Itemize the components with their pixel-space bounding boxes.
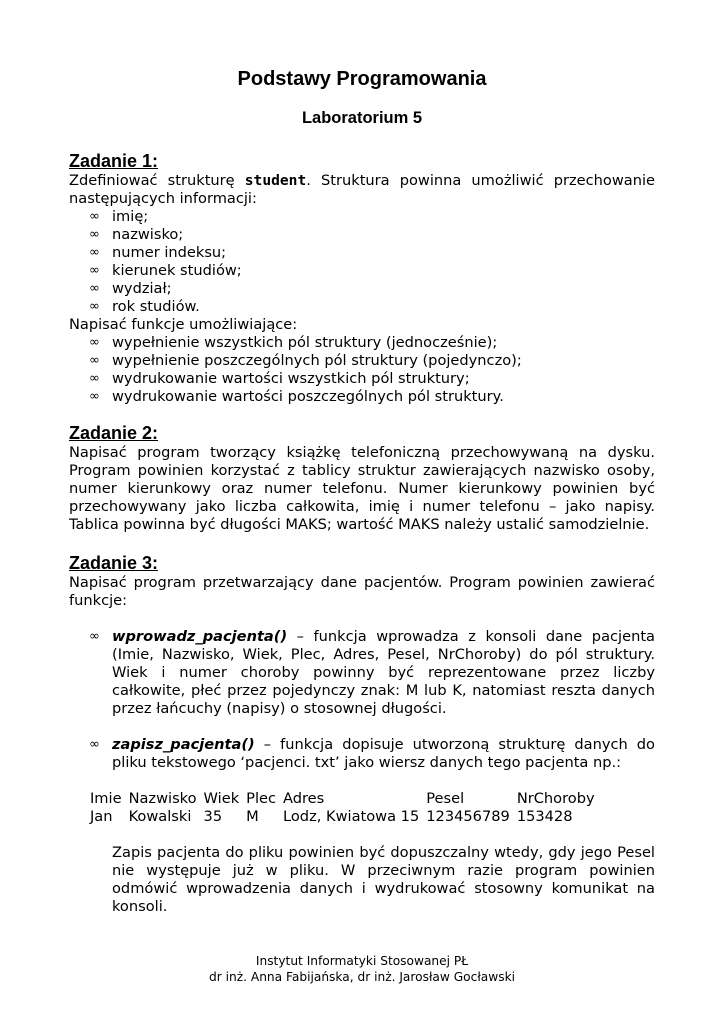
table-header-cell: Pesel: [426, 790, 465, 807]
page-subtitle: Laboratorium 5: [301, 109, 423, 127]
table-header-cell: Adres: [283, 790, 325, 807]
table-row: [90, 808, 602, 826]
task1-functions-lead: Napisać funkcje umożliwiające:: [69, 316, 298, 333]
table-cell: M: [246, 808, 259, 825]
task2-section: [69, 422, 655, 534]
table-cell: Lodz, Kwiatowa 15: [283, 808, 420, 825]
list-item: ∞ imię;: [69, 208, 655, 226]
page-title: Podstawy Programowania: [237, 68, 487, 90]
function-name: wprowadz_pacjenta(): [112, 628, 288, 645]
task1-section: [69, 150, 655, 406]
task3-heading: Zadanie 3:: [69, 553, 159, 573]
footer-institute: Instytut Informatyki Stosowanej PŁ: [255, 954, 469, 968]
table-cell: Jan: [90, 808, 113, 825]
footer-authors: dr inż. Anna Fabijańska, dr inż. Jarosław Gocławski: [208, 970, 516, 984]
struct-name-code: student: [244, 172, 307, 189]
table-cell: Kowalski: [128, 808, 192, 825]
list-item: ∞ wypełnienie wszystkich pól struktury (jednocześnie);: [69, 334, 655, 352]
bullet-icon: ∞: [89, 629, 100, 644]
function-name: zapisz_pacjenta(): [112, 736, 255, 753]
table-header-cell: Plec: [246, 790, 276, 807]
list-item: ∞ kierunek studiów;: [69, 262, 655, 280]
table-header-cell: Nazwisko: [128, 790, 197, 807]
task1-function-list: [69, 334, 655, 406]
table-header-row: [90, 790, 602, 808]
task3-function-item: [69, 736, 655, 772]
task2-text: Napisać program tworzący książkę telefoniczną przechowywaną na dysku. Program powinien korzystać z tablicy struktur zawierających nazwisko osoby, numer kierunkowy oraz numer telefonu. Numer kierunkowy powinien być przechowywany jako liczba całkowita, imię i numer telefonu – jako napisy. Tablica powinna być długości MAKS; wartość MAKS należy ustalić samodzielnie.: [69, 444, 655, 533]
table-cell: 123456789: [426, 808, 510, 825]
table-cell: 153428: [516, 808, 573, 825]
page-footer: [0, 953, 724, 985]
function-description: – funkcja dopisuje utworzoną strukturę danych do pliku tekstowego ‘pacjenci. txt’ jako wiersz danych tego pacjenta np.:: [112, 736, 655, 771]
list-item: ∞ numer indeksu;: [69, 244, 655, 262]
bullet-icon: ∞: [89, 737, 100, 752]
task3-intro: Napisać program przetwarzający dane pacjentów. Program powinien zawierać funkcje:: [69, 574, 655, 609]
list-item: ∞ wydrukowanie wartości wszystkich pól struktury;: [69, 370, 655, 388]
table-header-cell: Imie: [90, 790, 122, 807]
list-item: ∞ wypełnienie poszczególnych pól struktury (pojedynczo);: [69, 352, 655, 370]
table-cell: 35: [203, 808, 223, 825]
function-description: – funkcja wprowadza z konsoli dane pacjenta (Imie, Nazwisko, Wiek, Plec, Adres, Pesel, NrChoroby) do pól struktury. Wiek i numer choroby powinny być reprezentowane przez liczby całkowite, płeć przez pojedynczy znak: M lub K, natomiast reszta danych przez łańcuchy (napisy) o stosownej długości.: [112, 628, 655, 717]
task1-intro: Zdefiniować strukturę student. Struktura powinna umożliwić przechowanie następujących informacji:: [69, 172, 655, 207]
list-item: ∞ wydrukowanie wartości poszczególnych pól struktury.: [69, 388, 655, 406]
task3-function-item: [69, 628, 655, 718]
list-item: ∞ wydział;: [69, 280, 655, 298]
list-item: ∞ rok studiów.: [69, 298, 655, 316]
list-item: ∞ nazwisko;: [69, 226, 655, 244]
task1-field-list: [69, 208, 655, 316]
task3-section: [69, 552, 655, 916]
table-header-cell: Wiek: [203, 790, 240, 807]
task3-closing-text: Zapis pacjenta do pliku powinien być dopuszczalny wtedy, gdy jego Pesel nie występuje już w pliku. W przeciwnym razie program powinien odmówić wprowadzenia danych i wydrukować stosowny komunikat na konsoli.: [112, 844, 655, 915]
table-header-cell: NrChoroby: [516, 790, 595, 807]
task2-heading: Zadanie 2:: [69, 423, 159, 443]
patient-example-table: [90, 790, 602, 826]
task1-heading: Zadanie 1:: [69, 151, 159, 171]
